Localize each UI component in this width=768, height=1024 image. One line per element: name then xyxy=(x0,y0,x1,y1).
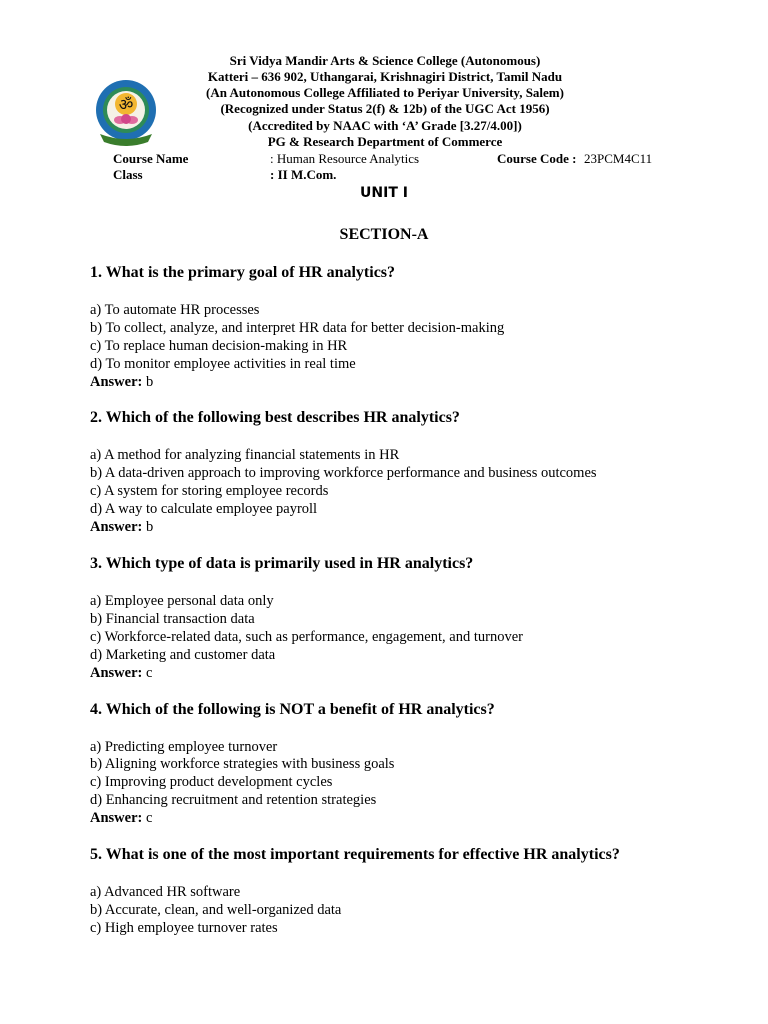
course-name-value: : Human Resource Analytics xyxy=(270,151,420,166)
department-name: PG & Research Department of Commerce xyxy=(267,134,503,149)
question-2-answer xyxy=(90,518,153,536)
class-value: : II M.Com. xyxy=(270,167,337,182)
question-1-option-b: b) To collect, analyze, and interpret HR data for better decision-making xyxy=(90,320,505,336)
course-code-value: 23PCM4C11 xyxy=(584,151,653,166)
college-accreditation: (Accredited by NAAC with ‘A’ Grade [3.27/4.00]) xyxy=(248,118,522,133)
question-5: 5. What is one of the most important requirements for effective HR analytics? xyxy=(90,846,620,863)
college-emblem-logo xyxy=(94,78,158,150)
answer-label: Answer: xyxy=(90,374,143,390)
svg-text:ॐ: ॐ xyxy=(118,95,134,114)
question-3-option-b: b) Financial transaction data xyxy=(90,611,255,627)
course-code-label: Course Code : xyxy=(497,151,577,166)
college-recognition: (Recognized under Status 2(f) & 12b) of the UGC Act 1956) xyxy=(220,101,550,116)
answer-label: Answer: xyxy=(90,519,143,535)
question-4-option-d: d) Enhancing recruitment and retention strategies xyxy=(90,792,377,808)
question-4-option-b: b) Aligning workforce strategies with business goals xyxy=(90,756,395,772)
answer-value: b xyxy=(145,374,154,390)
question-1-option-c: c) To replace human decision-making in HR xyxy=(90,338,348,354)
question-4-option-a: a) Predicting employee turnover xyxy=(90,739,278,755)
question-1-option-d: d) To monitor employee activities in real time xyxy=(90,356,356,372)
question-2-option-d: d) A way to calculate employee payroll xyxy=(90,501,318,517)
question-5-option-a: a) Advanced HR software xyxy=(90,884,241,900)
question-2: 2. Which of the following best describes HR analytics? xyxy=(90,409,460,426)
class-label: Class xyxy=(113,167,143,182)
answer-label: Answer: xyxy=(90,665,143,681)
question-5-option-c: c) High employee turnover rates xyxy=(90,920,278,936)
question-2-option-a: a) A method for analyzing financial statements in HR xyxy=(90,447,400,463)
question-2-option-b: b) A data-driven approach to improving workforce performance and business outcomes xyxy=(90,465,597,481)
question-4-answer xyxy=(90,809,152,827)
answer-value: b xyxy=(145,519,154,535)
answer-label: Answer: xyxy=(90,810,143,826)
college-name: Sri Vidya Mandir Arts & Science College (Autonomous) xyxy=(229,53,541,68)
question-3: 3. Which type of data is primarily used in HR analytics? xyxy=(90,555,474,572)
question-4-option-c: c) Improving product development cycles xyxy=(90,774,333,790)
college-address: Katteri – 636 902, Uthangarai, Krishnagiri District, Tamil Nadu xyxy=(207,69,563,84)
question-4: 4. Which of the following is NOT a benefit of HR analytics? xyxy=(90,701,495,718)
course-name-label: Course Name xyxy=(113,151,189,166)
section-title: SECTION-A xyxy=(339,226,429,243)
answer-value: c xyxy=(145,810,153,826)
unit-title: UNIT I xyxy=(360,185,408,201)
question-3-option-c: c) Workforce-related data, such as performance, engagement, and turnover xyxy=(90,629,523,645)
college-affiliation: (An Autonomous College Affiliated to Periyar University, Salem) xyxy=(206,85,564,100)
question-3-option-d: d) Marketing and customer data xyxy=(90,647,276,663)
answer-value: c xyxy=(145,665,153,681)
question-5-option-b: b) Accurate, clean, and well-organized data xyxy=(90,902,342,918)
question-3-option-a: a) Employee personal data only xyxy=(90,593,274,609)
question-1: 1. What is the primary goal of HR analytics? xyxy=(90,264,396,281)
question-3-answer xyxy=(90,664,152,682)
question-1-answer xyxy=(90,373,153,391)
question-1-option-a: a) To automate HR processes xyxy=(90,302,260,318)
question-2-option-c: c) A system for storing employee records xyxy=(90,483,329,499)
